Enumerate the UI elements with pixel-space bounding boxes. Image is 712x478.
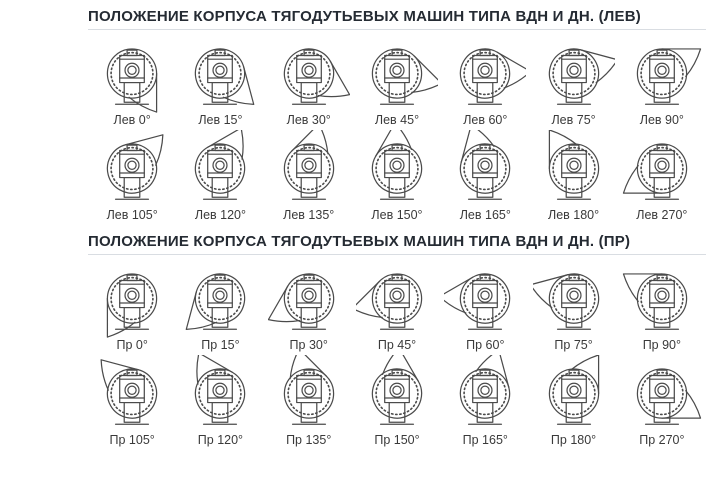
bearing-outer xyxy=(390,158,404,172)
motor-unit xyxy=(116,370,149,424)
title-underline-lev xyxy=(88,29,706,30)
motor-unit xyxy=(381,275,414,329)
bearing-inner xyxy=(305,66,313,74)
fan-diagram xyxy=(91,355,173,437)
motor-unit xyxy=(469,145,502,199)
fan-diagram xyxy=(356,355,438,437)
fan-position-label: Пр 75° xyxy=(554,338,593,352)
fan-diagram xyxy=(356,260,438,342)
motor-unit xyxy=(645,370,678,424)
fan-position-cell xyxy=(618,260,706,353)
motor-unit xyxy=(116,275,149,329)
fan-position-cell xyxy=(88,260,176,353)
fan-position-label: Лев 270° xyxy=(636,208,688,222)
fan-diagram xyxy=(268,260,350,342)
bearing-outer xyxy=(213,288,227,302)
bearing-inner xyxy=(216,386,224,394)
pedestal xyxy=(301,308,317,328)
outlet-duct xyxy=(94,360,138,397)
bearing-outer xyxy=(125,288,139,302)
bearing-outer xyxy=(390,383,404,397)
motor-unit xyxy=(116,145,149,199)
fan-position-cell xyxy=(441,355,529,448)
pedestal xyxy=(566,83,582,103)
casing-circle xyxy=(274,134,344,204)
fan-position-label: Пр 30° xyxy=(289,338,328,352)
fan-diagram xyxy=(444,355,526,437)
fan-diagram xyxy=(268,355,350,437)
bearing-outer xyxy=(655,288,669,302)
fan-diagram xyxy=(179,355,261,437)
pedestal xyxy=(301,178,317,198)
motor-unit xyxy=(204,50,237,104)
fan-position-cell xyxy=(176,35,264,128)
fan-position-label: Лев 15° xyxy=(198,113,243,127)
fan-position-label: Лев 135° xyxy=(283,208,335,222)
bearing-inner xyxy=(393,161,401,169)
bearing-outer xyxy=(302,383,316,397)
bearing-inner xyxy=(658,161,666,169)
section-title-pr: ПОЛОЖЕНИЕ КОРПУСА ТЯГОДУТЬЕВЫХ МАШИН ТИПА ВДН И ДН. (ПР) xyxy=(88,233,631,250)
pedestal xyxy=(213,83,229,103)
fan-diagram xyxy=(621,130,703,212)
bearing-inner xyxy=(128,161,136,169)
pedestal xyxy=(654,403,670,423)
fan-position-label: Пр 135° xyxy=(286,433,332,447)
motor-unit xyxy=(645,145,678,199)
section-title-lev: ПОЛОЖЕНИЕ КОРПУСА ТЯГОДУТЬЕВЫХ МАШИН ТИПА ВДН И ДН. (ЛЕВ) xyxy=(88,8,641,25)
scroll-casing xyxy=(637,49,700,98)
fan-diagram xyxy=(621,260,703,342)
fan-position-label: Пр 120° xyxy=(197,433,244,447)
bearing-inner xyxy=(658,66,666,74)
bearing-inner xyxy=(305,291,313,299)
fan-position-cell xyxy=(441,130,529,223)
bearing-outer xyxy=(302,288,316,302)
bearing-inner xyxy=(569,386,577,394)
bearing-inner xyxy=(481,66,489,74)
fan-diagram xyxy=(91,130,173,212)
pedestal xyxy=(301,83,317,103)
pedestal xyxy=(654,83,670,103)
fan-position-label: Лев 150° xyxy=(371,208,423,222)
bearing-outer xyxy=(125,383,139,397)
fan-position-label: Пр 90° xyxy=(642,338,681,352)
casing-circle xyxy=(637,49,686,98)
fan-position-label: Лев 180° xyxy=(548,208,600,222)
motor-unit xyxy=(557,275,590,329)
fan-position-cell xyxy=(265,355,353,448)
fan-diagram xyxy=(533,260,615,342)
motor-unit xyxy=(469,50,502,104)
bearing-inner xyxy=(481,291,489,299)
scroll-casing xyxy=(452,355,516,424)
pedestal xyxy=(566,178,582,198)
scroll-casing xyxy=(187,268,251,342)
pedestal xyxy=(124,403,140,423)
pedestal xyxy=(124,178,140,198)
fan-position-cell xyxy=(88,35,176,128)
casing-circle xyxy=(637,144,686,193)
bearing-outer xyxy=(567,63,581,77)
pedestal xyxy=(389,83,405,103)
fan-position-cell xyxy=(529,260,617,353)
motor-unit xyxy=(292,370,325,424)
bearing-outer xyxy=(478,63,492,77)
casing-circle xyxy=(549,144,598,193)
pedestal xyxy=(213,178,229,198)
scroll-casing xyxy=(268,355,344,428)
fan-position-cell xyxy=(265,130,353,223)
motor-unit xyxy=(204,370,237,424)
pedestal xyxy=(389,308,405,328)
bearing-inner xyxy=(569,291,577,299)
fan-diagram xyxy=(179,260,261,342)
pedestal xyxy=(213,403,229,423)
bearing-inner xyxy=(481,161,489,169)
casing-circle xyxy=(108,49,157,98)
bearing-inner xyxy=(128,291,136,299)
casing-circle xyxy=(637,274,686,323)
fan-position-cell xyxy=(265,35,353,128)
bearing-inner xyxy=(658,291,666,299)
pedestal xyxy=(654,308,670,328)
motor-unit xyxy=(645,50,678,104)
bearing-inner xyxy=(305,386,313,394)
bearing-inner xyxy=(216,66,224,74)
fan-position-label: Пр 45° xyxy=(377,338,417,352)
fan-position-label: Пр 105° xyxy=(109,433,155,447)
bearing-inner xyxy=(128,66,136,74)
pedestal xyxy=(477,83,493,103)
scroll-casing xyxy=(623,274,686,323)
bearing-outer xyxy=(213,158,227,172)
fan-position-label: Лев 75° xyxy=(551,113,596,127)
bearing-outer xyxy=(213,63,227,77)
bearing-inner xyxy=(481,386,489,394)
bearing-outer xyxy=(302,63,316,77)
fan-position-cell xyxy=(353,130,441,223)
motor-unit xyxy=(204,145,237,199)
fan-diagram xyxy=(444,260,526,342)
casing-circle xyxy=(549,369,598,418)
fan-diagram xyxy=(533,35,615,117)
fan-position-label: Пр 60° xyxy=(466,338,505,352)
scroll-casing xyxy=(102,135,173,199)
pedestal xyxy=(654,178,670,198)
fan-diagram xyxy=(91,260,173,342)
motor-unit xyxy=(557,145,590,199)
scroll-casing xyxy=(623,144,686,193)
fan-grid-lev xyxy=(88,35,706,223)
fan-position-cell xyxy=(176,355,264,448)
outlet-duct xyxy=(395,56,438,103)
bearing-inner xyxy=(128,386,136,394)
motor-unit xyxy=(292,145,325,199)
bearing-inner xyxy=(305,161,313,169)
fan-diagram xyxy=(621,35,703,117)
pedestal xyxy=(477,308,493,328)
fan-position-cell xyxy=(176,260,264,353)
fan-position-cell xyxy=(618,355,706,448)
pedestal xyxy=(566,403,582,423)
bearing-inner xyxy=(658,386,666,394)
fan-position-label: Пр 180° xyxy=(550,433,597,447)
casing-circle xyxy=(362,264,432,334)
motor-unit xyxy=(381,370,414,424)
fan-position-cell xyxy=(618,130,706,223)
fan-diagram xyxy=(356,35,438,117)
bearing-outer xyxy=(478,383,492,397)
bearing-inner xyxy=(393,386,401,394)
pedestal xyxy=(213,308,229,328)
fan-position-cell xyxy=(529,35,617,128)
fan-diagram xyxy=(179,35,261,117)
bearing-outer xyxy=(567,158,581,172)
casing-circle xyxy=(274,359,344,429)
fan-position-label: Лев 120° xyxy=(194,208,246,222)
pedestal xyxy=(389,178,405,198)
fan-position-label: Пр 270° xyxy=(639,433,685,447)
fan-grid-pr xyxy=(88,260,706,448)
bearing-inner xyxy=(569,66,577,74)
scroll-casing xyxy=(637,369,700,418)
fan-diagram xyxy=(444,35,526,117)
motor-unit xyxy=(381,145,414,199)
motor-unit xyxy=(645,275,678,329)
motor-unit xyxy=(469,275,502,329)
fan-position-cell xyxy=(265,260,353,353)
title-underline-pr xyxy=(88,254,706,255)
fan-diagram xyxy=(91,35,173,117)
fan-diagram xyxy=(268,130,350,212)
bearing-outer xyxy=(655,158,669,172)
bearing-inner xyxy=(216,161,224,169)
fan-position-label: Пр 15° xyxy=(201,338,240,352)
fan-position-cell xyxy=(618,35,706,128)
fan-position-cell xyxy=(353,355,441,448)
bearing-outer xyxy=(655,63,669,77)
bearing-inner xyxy=(393,291,401,299)
fan-position-cell xyxy=(88,355,176,448)
fan-diagram xyxy=(356,130,438,212)
motor-unit xyxy=(557,370,590,424)
bearing-outer xyxy=(302,158,316,172)
motor-unit xyxy=(381,50,414,104)
outlet-duct xyxy=(126,135,170,172)
fan-position-label: Лев 30° xyxy=(286,113,331,127)
bearing-outer xyxy=(125,158,139,172)
fan-position-cell xyxy=(441,35,529,128)
motor-unit xyxy=(469,370,502,424)
fan-diagram xyxy=(179,130,261,212)
motor-unit xyxy=(557,50,590,104)
pedestal xyxy=(477,403,493,423)
fan-position-label: Пр 165° xyxy=(462,433,508,447)
casing-circle xyxy=(108,274,157,323)
fan-position-label: Лев 60° xyxy=(463,113,508,127)
pedestal xyxy=(477,178,493,198)
fan-diagram xyxy=(444,130,526,212)
casing-circle xyxy=(362,39,432,109)
pedestal xyxy=(566,308,582,328)
fan-position-cell xyxy=(441,260,529,353)
scroll-casing xyxy=(452,40,527,114)
fan-position-cell xyxy=(176,130,264,223)
motor-unit xyxy=(204,275,237,329)
scroll-casing xyxy=(274,130,350,203)
motor-unit xyxy=(116,50,149,104)
fan-diagram xyxy=(621,355,703,437)
fan-position-cell xyxy=(88,130,176,223)
casing-circle xyxy=(637,369,686,418)
bearing-inner xyxy=(569,161,577,169)
fan-diagram xyxy=(533,130,615,212)
bearing-outer xyxy=(655,383,669,397)
pedestal xyxy=(301,403,317,423)
bearing-outer xyxy=(390,63,404,77)
fan-position-cell xyxy=(353,260,441,353)
fan-position-label: Пр 0° xyxy=(116,338,148,352)
bearing-outer xyxy=(125,63,139,77)
fan-position-label: Лев 165° xyxy=(459,208,511,222)
fan-position-label: Лев 0° xyxy=(113,113,151,127)
outlet-duct xyxy=(108,299,135,338)
bearing-outer xyxy=(567,288,581,302)
fan-position-label: Лев 90° xyxy=(639,113,684,127)
bearing-outer xyxy=(567,383,581,397)
fan-position-cell xyxy=(529,130,617,223)
bearing-inner xyxy=(393,66,401,74)
fan-position-cell xyxy=(353,35,441,128)
fan-diagram xyxy=(268,35,350,117)
fan-position-label: Лев 45° xyxy=(374,113,420,127)
fan-position-cell xyxy=(529,355,617,448)
bearing-outer xyxy=(390,288,404,302)
bearing-outer xyxy=(478,288,492,302)
bearing-outer xyxy=(213,383,227,397)
fan-diagram xyxy=(533,355,615,437)
fan-position-label: Пр 150° xyxy=(374,433,420,447)
fan-position-label: Лев 105° xyxy=(106,208,158,222)
scroll-casing xyxy=(444,265,519,339)
pedestal xyxy=(389,403,405,423)
bearing-outer xyxy=(478,158,492,172)
bearing-inner xyxy=(216,291,224,299)
